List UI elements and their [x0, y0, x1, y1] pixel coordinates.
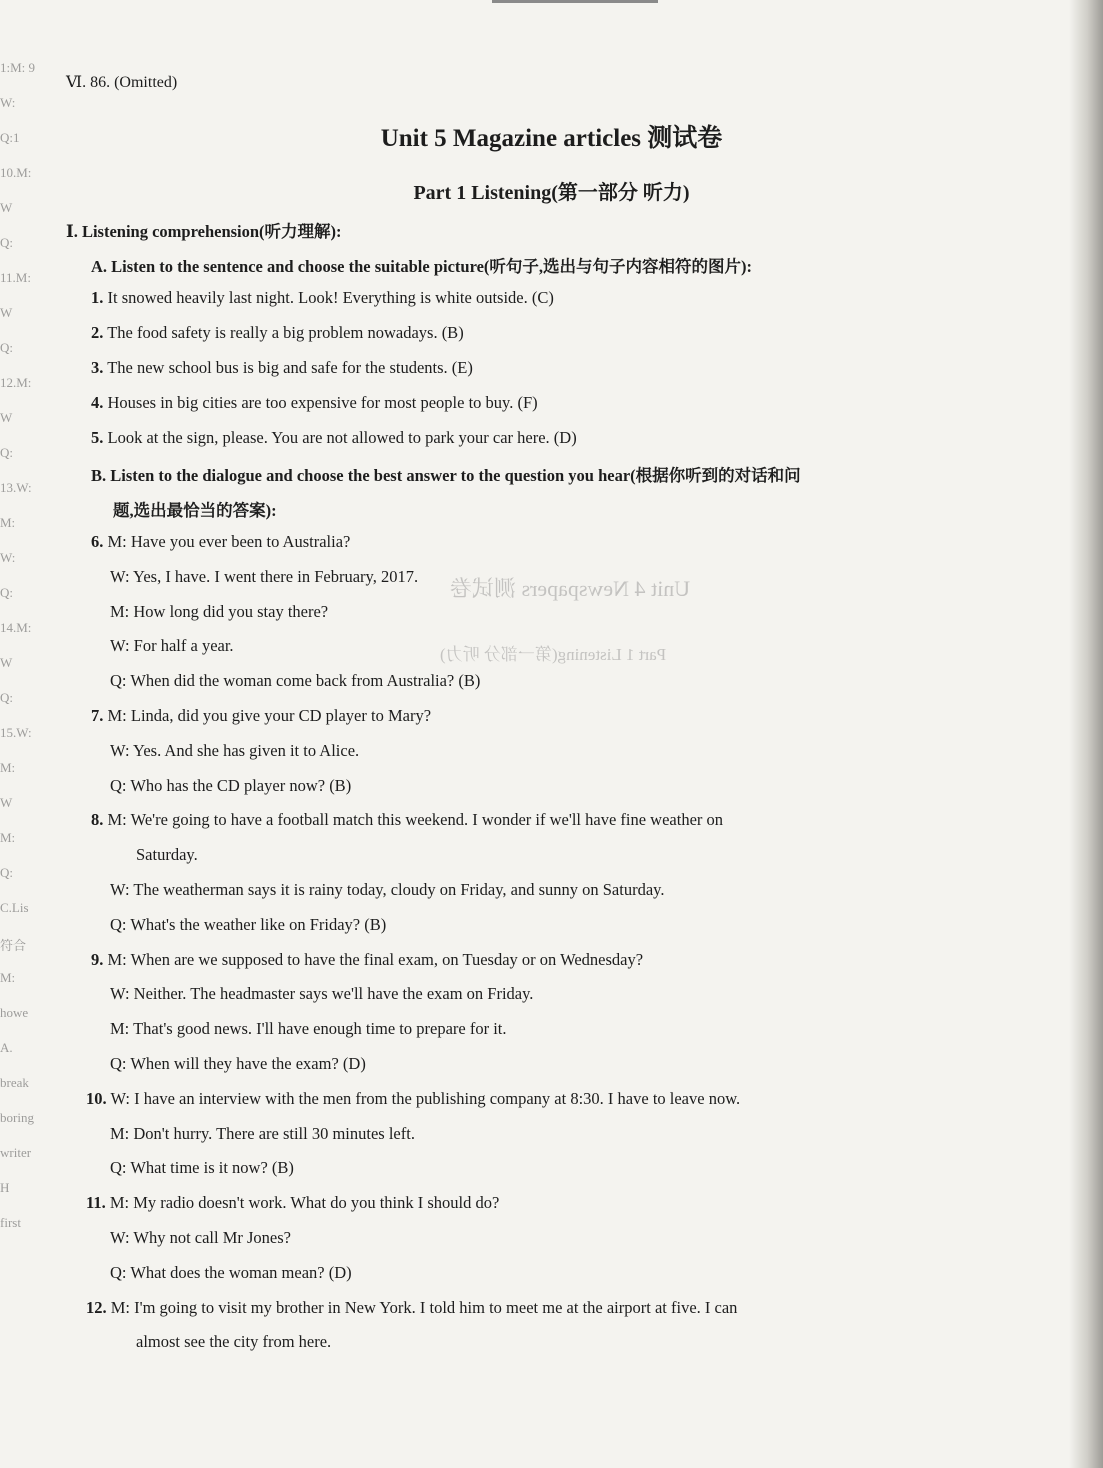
margin-fragment: 13.W:: [0, 480, 32, 495]
margin-fragment: C.Lis: [0, 900, 29, 915]
dialogue-line: [110, 1019, 507, 1039]
dialogue-start-line: [91, 532, 350, 552]
margin-fragment: M:: [0, 760, 16, 775]
part-title: Part 1 Listening(第一部分 听力): [413, 182, 690, 204]
item-number: 10.: [86, 1088, 107, 1108]
item-text: Look at the sign, please. You are not allowed to park your car here. (D): [107, 428, 577, 447]
margin-fragment: Q:: [0, 235, 13, 250]
margin-fragment: W:: [0, 95, 16, 110]
page-title: Unit 5 Magazine articles 测试卷: [380, 125, 723, 152]
dialogue-text: Q: When will they have the exam? (D): [110, 1054, 366, 1073]
dialogue-text: W: Yes, I have. I went there in February, 2017.: [110, 566, 419, 586]
header-note: Ⅵ. 86. (Omitted): [66, 74, 178, 91]
dialogue-text: W: Neither. The headmaster says we'll have the exam on Friday.: [110, 984, 534, 1004]
dialogue-line: [136, 1332, 331, 1352]
margin-fragment: Q:: [0, 445, 13, 460]
section-b-instruction: B. Listen to the dialogue and choose the best answer to the question you hear(根据你听到的对话和问: [91, 466, 801, 485]
margin-fragment: A.: [0, 1040, 13, 1055]
item-number: 6.: [91, 532, 104, 551]
dialogue-line: [110, 1158, 294, 1178]
margin-fragment: M:: [0, 970, 16, 985]
margin-fragment: 15.W:: [0, 725, 32, 740]
dialogue-text: W: Why not call Mr Jones?: [110, 1228, 292, 1247]
item-number: 3.: [91, 358, 104, 377]
list-item: [91, 358, 473, 378]
margin-fragment: M:: [0, 515, 16, 530]
dialogue-text: M: When are we supposed to have the final exam, on Tuesday or on Wednesday?: [107, 949, 644, 969]
dialogue-text: W: I have an interview with the men from the publishing company at 8:30. I have to leave now.: [110, 1088, 741, 1108]
list-item: [91, 323, 464, 343]
dialogue-text: M: We're going to have a football match this weekend. I wonder if we'll have fine weather on: [107, 810, 724, 830]
dialogue-text: Saturday.: [136, 845, 198, 865]
dialogue-start-line: [91, 950, 643, 970]
margin-fragment: Q:: [0, 340, 13, 355]
dialogue-start-line: [91, 706, 431, 726]
dialogue-start-line: [86, 1193, 499, 1213]
dialogue-text: Q: What's the weather like on Friday? (B): [110, 914, 387, 934]
margin-fragment: first: [0, 1215, 21, 1230]
dialogue-text: Q: When did the woman come back from Australia? (B): [110, 671, 481, 691]
item-number: 11.: [86, 1193, 106, 1213]
dialogue-line: [110, 671, 480, 691]
dialogue-text: W: Yes. And she has given it to Alice.: [110, 740, 360, 760]
dialogue-start-line: [86, 1089, 740, 1109]
dialogue-line: [110, 567, 418, 587]
margin-fragment: 14.M:: [0, 620, 32, 635]
section-b-instruction-cont: 题,选出最恰当的答案):: [113, 501, 277, 520]
section-heading: Ⅰ. Listening comprehension(听力理解):: [66, 222, 342, 241]
margin-fragment: Q:: [0, 865, 13, 880]
margin-fragment: Q:: [0, 690, 13, 705]
bleed-through-part: Part 1 Listening(第一部分 听力): [440, 645, 667, 664]
margin-fragment: break: [0, 1075, 29, 1090]
item-text: Houses in big cities are too expensive for most people to buy. (F): [107, 393, 538, 412]
dialogue-text: M: My radio doesn't work. What do you think I should do?: [109, 1193, 500, 1213]
margin-fragment: 符合: [0, 938, 27, 953]
item-text: The food safety is really a big problem nowadays. (B): [107, 323, 464, 342]
item-text: The new school bus is big and safe for the students. (E): [107, 358, 473, 377]
item-number: 8.: [91, 810, 104, 830]
margin-fragment: W: [0, 200, 13, 215]
scan-binding-edge: [1069, 0, 1103, 1468]
section-a-instruction: A. Listen to the sentence and choose the suitable picture(听句子,选出与句子内容相符的图片):: [91, 257, 753, 276]
margin-fragment: W:: [0, 550, 16, 565]
bleed-through-title: Unit 4 Newspapers 测试卷: [450, 576, 691, 601]
dialogue-line: [110, 1124, 415, 1144]
margin-fragment: Q:1: [0, 130, 20, 145]
dialogue-line: [110, 915, 386, 935]
margin-fragment: Q:: [0, 585, 13, 600]
list-item: [91, 428, 577, 448]
dialogue-text: M: Linda, did you give your CD player to Mary?: [107, 706, 432, 725]
facing-page-margin: [0, 60, 58, 1420]
dialogue-line: [110, 776, 351, 796]
dialogue-text: Q: What does the woman mean? (D): [110, 1262, 352, 1282]
dialogue-text: M: How long did you stay there?: [110, 601, 329, 621]
item-number: 7.: [91, 706, 104, 725]
dialogue-start-line: [91, 810, 723, 830]
margin-fragment: W: [0, 305, 13, 320]
item-number: 5.: [91, 428, 104, 447]
item-number: 9.: [91, 949, 104, 969]
dialogue-line: [110, 602, 328, 622]
dialogue-text: almost see the city from here.: [136, 1332, 332, 1352]
dialogue-text: W: For half a year.: [110, 636, 234, 656]
dialogue-text: M: Have you ever been to Australia?: [107, 532, 351, 551]
margin-fragment: 12.M:: [0, 375, 32, 390]
margin-fragment: boring: [0, 1110, 34, 1125]
margin-fragment: W: [0, 655, 13, 670]
dialogue-line: [110, 1228, 291, 1248]
dialogue-text: W: The weatherman says it is rainy today, cloudy on Friday, and sunny on Saturday.: [110, 880, 665, 899]
margin-fragment: M:: [0, 830, 16, 845]
item-text: It snowed heavily last night. Look! Everything is white outside. (C): [107, 288, 554, 307]
item-number: 2.: [91, 323, 104, 342]
dialogue-text: Q: What time is it now? (B): [110, 1158, 294, 1178]
dialogue-line: [110, 984, 533, 1004]
item-number: 1.: [91, 288, 104, 307]
margin-fragment: 1:M: 9: [0, 60, 36, 75]
margin-fragment: 10.M:: [0, 165, 32, 180]
dialogue-text: M: I'm going to visit my brother in New York. I told him to meet me at the airport at five. I can: [110, 1297, 738, 1317]
dialogue-text: M: That's good news. I'll have enough time to prepare for it.: [110, 1019, 507, 1039]
dialogue-text: M: Don't hurry. There are still 30 minutes left.: [110, 1123, 415, 1143]
margin-fragment: howe: [0, 1005, 29, 1020]
dialogue-start-line: [86, 1298, 737, 1318]
dialogue-line: [110, 1263, 352, 1283]
dialogue-line: [110, 880, 664, 900]
margin-fragment: W: [0, 410, 13, 425]
item-number: 4.: [91, 393, 104, 412]
dialogue-line: [110, 636, 234, 656]
dialogue-line: [110, 741, 359, 761]
margin-fragment: 11.M:: [0, 270, 31, 285]
list-item: [91, 288, 554, 308]
margin-fragment: H: [0, 1180, 10, 1195]
item-number: 12.: [86, 1297, 107, 1317]
dialogue-line: [136, 845, 198, 865]
dialogue-line: [110, 1054, 366, 1074]
list-item: [91, 393, 538, 413]
margin-fragment: W: [0, 795, 13, 810]
margin-fragment: writer: [0, 1145, 32, 1160]
scan-top-mark: [492, 0, 658, 3]
dialogue-text: Q: Who has the CD player now? (B): [110, 775, 352, 795]
